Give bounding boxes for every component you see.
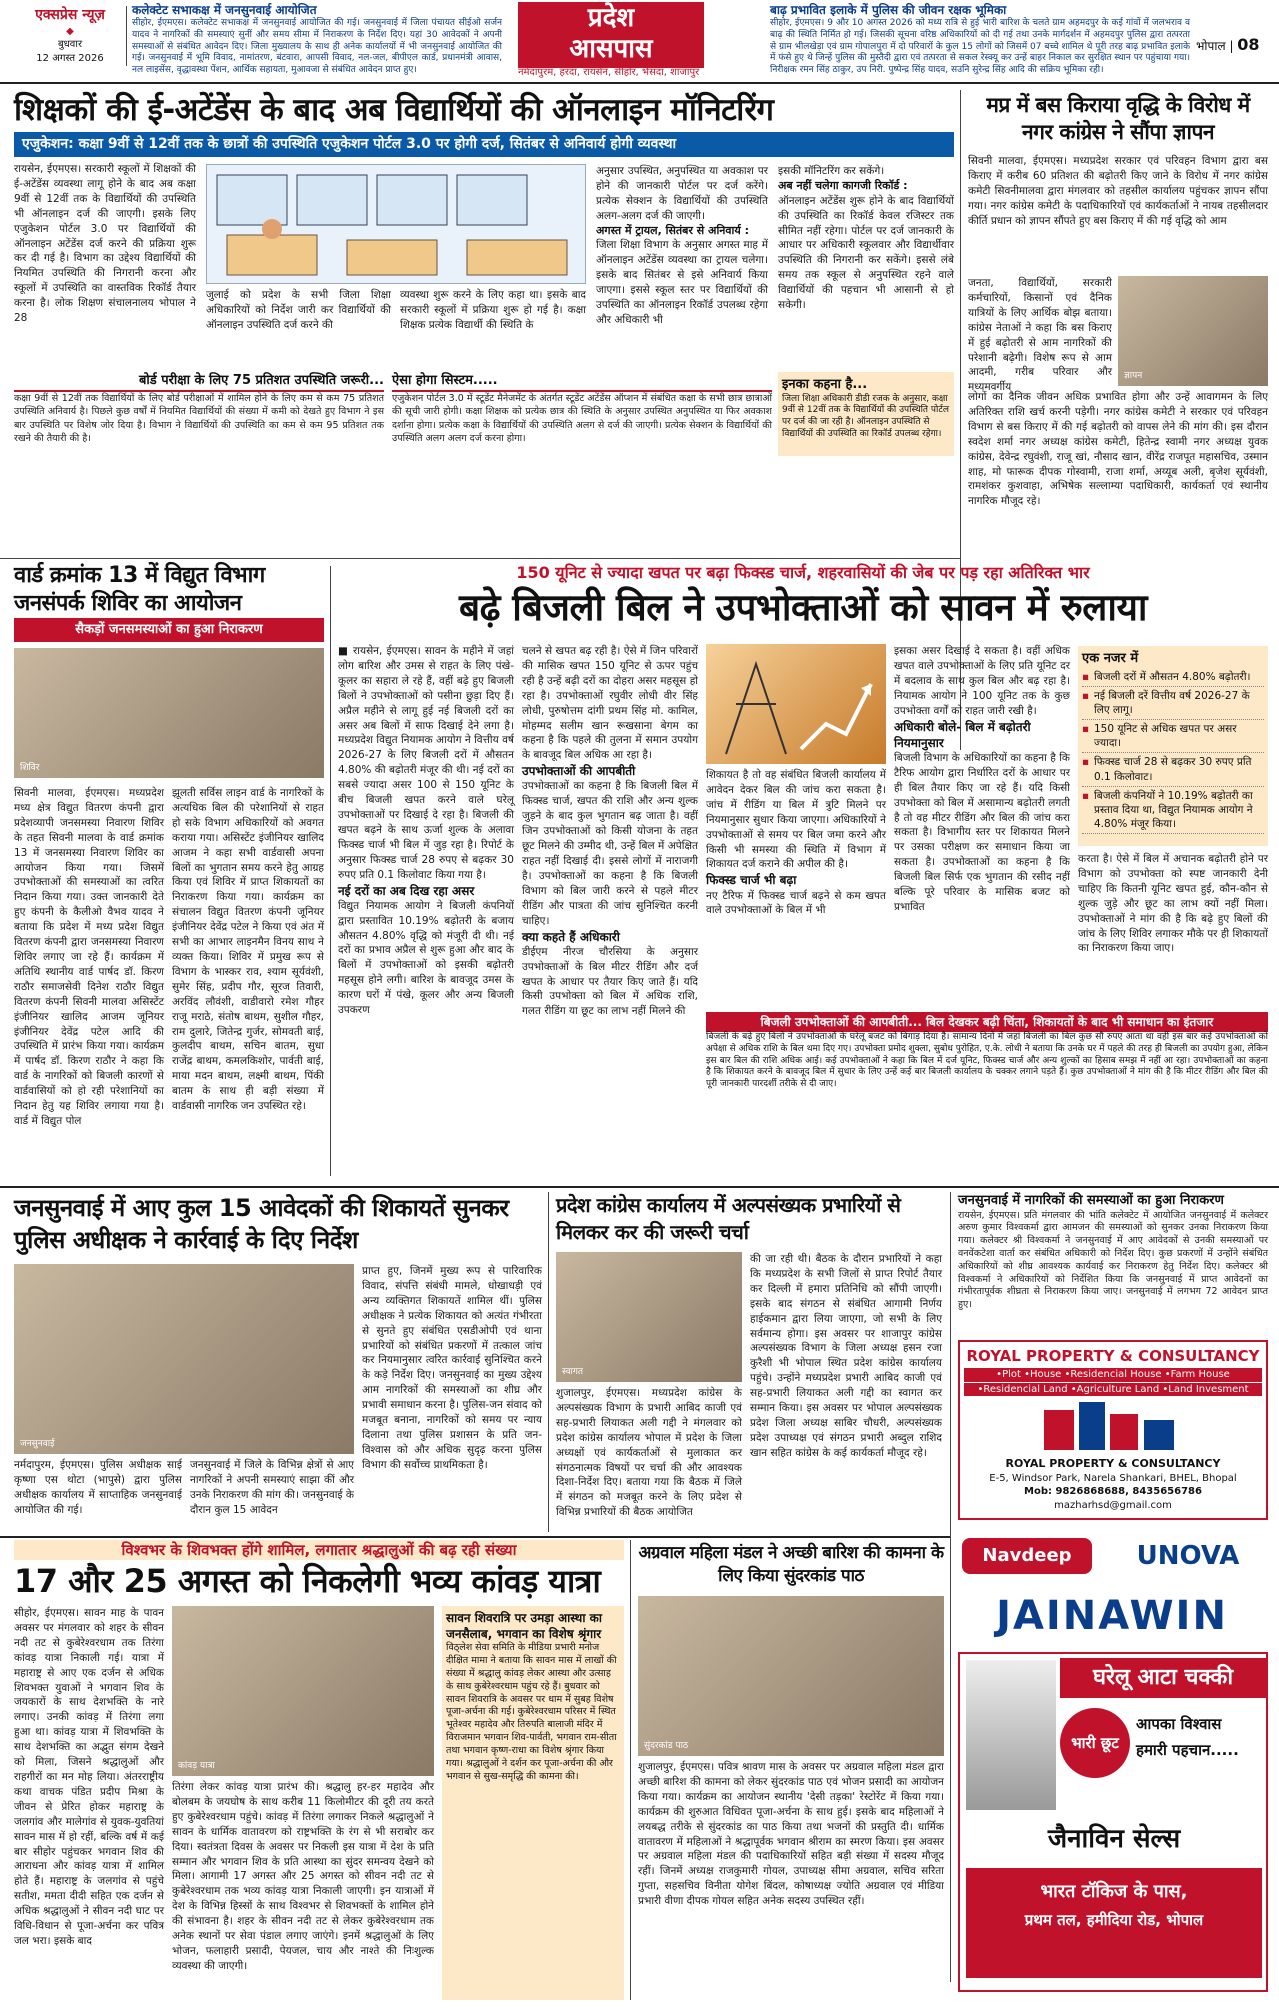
logo-dot-icon: ◆ (66, 25, 74, 37)
lead-story (14, 90, 954, 530)
chakki-address-1: भारत टॉकिज के पास, (1040, 1881, 1188, 1902)
public-hearing-right (958, 1192, 1268, 1332)
lead-col4 (778, 164, 954, 364)
bus-headline: मप्र में बस किराया वृद्धि के विरोध में नगर कांग्रेस ने सौंपा ज्ञापन (986, 93, 1250, 144)
unova-label: UNOVA (1136, 1541, 1240, 1571)
jainawin-logo (962, 1588, 1262, 1644)
glance-item: ▪ फिक्स्ड चार्ज 28 से बढ़कर 30 रुपए प्रति 0.1 किलोवाट। (1082, 753, 1264, 786)
power-col4 (894, 644, 1070, 1064)
kanwar-kicker: विश्वभर के शिवभक्त होंगे शामिल, लगातार श्रद्धालुओं की बढ़ रही संख्या (14, 1540, 624, 1560)
page-no: 08 (1237, 35, 1260, 54)
ward-strip: सैकड़ों जनसमस्याओं का हुआ निराकरण (14, 618, 324, 642)
property-ad-line1: •Plot •House •Residencial House •Farm House (964, 1368, 1262, 1382)
top-right-title: बाढ़ प्रभावित इलाके में पुलिस की जीवन रक्षक भूमिका (770, 3, 1007, 17)
power-strip-title: बिजली उपभोक्ताओं की आपबीती... बिल देखकर बढ़ी चिंता, शिकायतों के बाद भी समाधान का इंतजार (706, 1012, 1268, 1032)
property-ad (958, 1340, 1268, 1520)
power-col2c-text: डीईएम नीरज चौरसिया के अनुसार उपभोक्ताओं के बिल मीटर रीडिंग और दर्ज खपत के आधार पर तैयार किए जाते हैं। यदि किसी उपभोक्ता को बिल में अधिक राशि, गलत रीडिंग या छूट का लाभ नहीं मिलने की (522, 945, 698, 1018)
kanwar-side-box (442, 1606, 624, 2000)
power-col4-text: इसका असर दिखाई दे सकता है। वहीं अधिक खपत वाले उपभोक्ताओं के लिए प्रति यूनिट दर में बदलाव के साथ कुल बिल और बढ़ रहा है। नियामक आयोग ने 100 यूनिट तक के कुछ उपभोक्ता वर्गों को राहत जारी रखी है। (894, 645, 1070, 717)
lead-col2a: जुलाई को प्रदेश के सभी जिला शिक्षा अधिकारियों को निर्देश जारी कर विद्यार्थियों की ऑनलाइन उपस्थिति दर्ज करने की (206, 289, 391, 331)
chakki-product-image (966, 1660, 1056, 1810)
power-photo (706, 644, 886, 764)
power-col2-sub2: क्या कहते हैं अधिकारी (522, 929, 620, 944)
bus-body2: जनता, विद्यार्थियों, सरकारी कर्मचारियों, किसानों एवं दैनिक यात्रियों के लिए आर्थिक बोझ बताया। कांग्रेस नेताओं ने कहा कि बस किराए में हुई बढ़ोतरी से आम नागरिकों की परेशानी बढ़ेगी। विशेष रूप से आम आदमी, गरीब परिवार और मध्यमवर्गीय (968, 277, 1112, 394)
lead-col2b: व्यवस्था शुरू करने के लिए कहा था। इसके बाद सरकारी स्कूलों में प्रक्रिया शुरू हो गई है। कक्षा शिक्षक प्रत्येक विद्यार्थी की स्थिति के (400, 289, 586, 331)
power-col4b-text: बिजली विभाग के अधिकारियों का कहना है कि टैरिफ आयोग द्वारा निर्धारित दरों के आधार पर ही बिल तैयार किए जा रहे हैं। यदि किसी उपभोक्ता को बिल में असामान्य बढ़ोतरी लगती है तो वह मीटर रीडिंग और बिल की जांच करा सकता है। विभागीय स्तर पर शिकायत मिलने पर उसका परीक्षण कर समाधान किया जा सकता है। उपभोक्ताओं का कहना है कि बिजली बिल सिर्फ एक भुगतान की रसीद नहीं बल्कि पूरे परिवार के मासिक बजट को प्रभावित (894, 751, 1070, 913)
power-col3-sub: फिक्स्ड चार्ज भी बढ़ा (706, 873, 797, 888)
property-ad-line2: •Residencial Land •Agriculture Land •Land Invesment (964, 1383, 1262, 1397)
kanwar-photo: कांवड़ यात्रा (172, 1606, 434, 1776)
hearing-news (14, 1192, 542, 1532)
kanwar-news (14, 1540, 624, 2000)
congress-col1: शुजालपुर, ईएमएस। मध्यप्रदेश कांग्रेस के अल्पसंख्यक विभाग के प्रभारी आबिद काजी एवं सह-प्रभारी लियाकत अली गद्दी ने मंगलवार को प्रदेश कांग्रेस कार्यालय भोपाल में प्रदेश के जिला अध्यक्षों एवं कार्यकर्ताओं से मुलाकात कर संगठनात्मक विषयों पर चर्चा की और आवश्यक दिशा-निर्देश दिए। बताया गया कि बैठक में जिले में संगठन को मजबूत करने के लिए प्रदेश से विभिन्न प्रभारियों की बैठक आयोजित (556, 1387, 742, 1519)
lead-col4b-text: ऑनलाइन अटेंडेंस शुरू होने के बाद विद्यार्थियों की उपस्थिति का रिकॉर्ड केवल रजिस्टर तक सीमित नहीं रहेगा। पोर्टल पर दर्ज जानकारी के आधार पर अधिकारी स्कूलवार और विद्यार्थीवार उपस्थिति की निगरानी कर सकेंगे। इससे लंबे समय तक स्कूल से अनुपस्थित रहने वाले विद्यार्थियों की पहचान भी आसानी से हो सकेगी। (778, 194, 954, 312)
agrawal-headline: अग्रवाल महिला मंडल ने अच्छी बारिश की कामना के लिए किया सुंदरकांड पाठ (638, 1543, 944, 1586)
top-right-body: सीहोर, ईएमएस। 9 और 10 अगस्त 2026 को मध्य रात्रि से हुई भारी बारिश के चलते ग्राम अहमदपुर के कई गांवों में जलभराव व बाढ़ की स्थिति निर्मित हो गई। जिसकी सूचना वरिष्ठ अधिकारियों को दी गई तथा उनके मार्गदर्शन में अहमदपुर पुलिस द्वारा तत्परता से ग्राम भीलखेड़ा एवं ग्राम गोपालपुरा में दो परिवारों के कुल 15 लोगों को जिसमें 07 बच्चे शामिल थे पूरी तरह बाढ़ प्रभावित इलाके में फंसे हुए थे जिन्हें पुलिस की मुस्तैदी द्वारा एवं तत्परता से सकल रेस्क्यू कर उन्हें बाहर निकाल कर सुरक्षित स्थान पर पहुंचाया गया। निरीक्षक रमन सिंह ठाकुर, उप निरी. पुष्पेन्द्र सिंह यादव, सउनि सुरेन्द्र सिंह आदि की सक्रिय भूमिका रही। (770, 18, 1190, 75)
lead-col3-text: अनुसार उपस्थित, अनुपस्थित या अवकाश पर होने की जानकारी पोर्टल पर दर्ज करेंगे। प्रत्येक सेक्शन के विद्यार्थियों की उपस्थिति अलग-अलग दर्ज की जाएगी। (596, 165, 768, 222)
hearing-headline: जनसुनवाई में आए कुल 15 आवेदकों की शिकायतें सुनकर पुलिस अधीक्षक ने कार्रवाई के दिए निर्देश (14, 1194, 509, 1254)
section-title-box (518, 2, 704, 68)
page-number: भोपाल | 08 (1196, 35, 1260, 54)
brand-ads (958, 1528, 1268, 1648)
city-label: भोपाल (1196, 39, 1226, 53)
chakki-ad (958, 1652, 1268, 1992)
paper-name: एक्सप्रेस न्यूज़ (35, 7, 105, 23)
chakki-brand: जैनाविन सेल्स (1047, 1824, 1181, 1854)
chakki-tagline-2: हमारी पहचान..... (1136, 1741, 1239, 1759)
power-col3-text: शिकायत है तो वह संबंधित बिजली कार्यालय में आवेदन देकर बिल की जांच करा सकता है। जांच में रीडिंग या बिल में त्रुटि मिलने पर नियमानुसार सुधार किया जाएगा। अधिकारियों ने उपभोक्ताओं से समय पर बिल जमा करने और किसी भी समस्या की स्थिति में विभाग में शिकायत दर्ज कराने की अपील की है। (706, 769, 886, 871)
power-col3b-text: नए टैरिफ में फिक्स्ड चार्ज बढ़ने से कम खपत वाले उपभोक्ताओं के बिल में भी (706, 889, 886, 917)
agrawal-news (638, 1542, 944, 2000)
section-title-bottom: आसपास (569, 34, 653, 64)
lead-subheadline: एजुकेशन: कक्षा 9वीं से 12वीं तक के छात्रों की उपस्थिति एजुकेशन पोर्टल 3.0 पर होगी दर्ज, सितंबर से अनिवार्य होगी व्यवस्था (14, 132, 954, 157)
lead-illustration (206, 164, 586, 284)
section-title-top: प्रदेश (587, 3, 635, 33)
lead-col4-sub: अब नहीं चलेगा कागजी रिकॉर्ड : (778, 178, 908, 192)
top-left-body: सीहोर, ईएमएस। कलेक्टेट सभाकक्ष में जनसुनवाई आयोजित की गई। जनसुनवाई में जिला पंचायत सीईओ सर्जन यादव ने नागरिकों की समस्याएं सुनीं और समय सीमा में निराकरण के निर्देश दिए। यहां 30 आवेदकों ने अपनी समस्याओं से संबंधित आवेदन दिए। जिला मुख्यालय के साथ ही अनेक कार्यालयों में भी जनसुनवाई आयोजित की गई। जनसुनवाई में भूमि विवाद, नामांतरण, बंटवारा, आपसी विवाद, नल-जल, बीपीएल कार्ड, प्रधानमंत्री आवास, नल लाइसेंस, वृद्धावस्था पेंशन, आर्थिक सहायता, मुआवजा से संबंधित आवेदन प्राप्त हुए। (132, 18, 502, 75)
system-body: एजुकेशन पोर्टल 3.0 में स्टूडेंट मैनेजमेंट के अंतर्गत स्टूडेंट अटेंडेंस ऑप्शन में संबंधित कक्षा के सभी छात्र छात्राओं की सूची जारी होगी। कक्षा शिक्षक को प्रत्येक छात्र की स्थिति के अनुसार उपस्थित अनुपस्थित या फिर अवकाश दर्शाना होगा। प्रत्येक कक्षा के विद्यार्थियों की उपस्थिति अलग से दर्ज की जाएगी। प्रत्येक सेक्शन के विद्यार्थियों की उपस्थिति अलग अलग दर्ज करना होगा। (392, 392, 772, 444)
ward-headline-2: जनसंपर्क शिविर का आयोजन (14, 591, 242, 616)
lead-col3 (596, 164, 768, 364)
lead-col3b-text: जिला शिक्षा विभाग के अनुसार अगस्त माह में ऑनलाइन अटेंडेंस व्यवस्था का ट्रायल चलेगा। इसके बाद सितंबर से इसे अनिवार्य किया जाएगा। इससे स्कूल स्तर पर विद्यार्थियों की उपस्थिति का ऑनलाइन रिकॉर्ड उपलब्ध रहेगा और अधिकारी भी (596, 239, 768, 326)
bus-body3: लोगों का दैनिक जीवन अधिक प्रभावित होगा और उन्हें आवागमन के लिए अतिरिक्त राशि खर्च करनी पड़ेगी। नगर कांग्रेस कमेटी ने सरकार एवं परिवहन विभाग से बस किराए में की गई बढ़ोतरी को वापस लेने की मांग की। इस दौरान स्वदेश शर्मा नगर अध्यक्ष कांग्रेस कमेटी, हितेन्द्र स्वामी नगर अध्यक्ष युवक कांग्रेस, देवेन्द्र रघुवंशी, राजू खां, नौसाद खान, वीरेंद्र राजपूत महासचिव, उस्मान शाह, मो फारूक दीपक गोस्वामी, राजा शर्मा, अय्यूब अली, बृजेश सूर्यवंशी, रामशंकर कुशवाहा, अभिषेक सल्लाम्या पदाधिकारी, कार्यकर्ता एवं स्थानीय नागरिक मौजूद रहे। (968, 391, 1268, 508)
date-label: 12 अगस्त 2026 (36, 52, 104, 64)
bus-photo: ज्ञापन (1118, 276, 1268, 386)
power-col5: करता है। ऐसे में बिल में अचानक बढ़ोतरी होने पर विभाग को उपभोक्ता को स्पष्ट जानकारी देनी चाहिए कि कितनी यूनिट खपत हुई, कौन-कौन से शुल्क जुड़े और छूट का लाभ क्यों नहीं मिला। उपभोक्ताओं ने मांग की है कि बढ़े हुए बिलों की जांच के लिए शिविर लगाकर मौके पर ही शिकायतों का निराकरण किया जाए। (1078, 853, 1268, 955)
kanwar-col1: सीहोर, ईएमएस। सावन माह के पावन अवसर पर मंगलवार को शहर के सीवन नदी तट से कुबेरेश्वरधाम तक तिरंगा कांवड़ यात्रा निकाली गई। यात्रा में महाराष्ट्र से आए एक दर्जन से अधिक शिवभक्त युवाओं ने भगवान शिव के जयकारों के साथ देशभक्ति के नारे लगाए। उनकी कांवड़ में तिरंगा लगा हुआ था। कांवड़ यात्रा में शिवभक्ति के साथ देशभक्ति का अद्भुत संगम देखने को मिला, जिसने श्रद्धालुओं और राहगीरों का मन मोह लिया। अंतरराष्ट्रीय कथा वाचक पंडित प्रदीप मिश्रा के जीवन से प्रेरित होकर महाराष्ट्र के जलगांव और मालेगांव से युवक-युवतियां सावन मास में हो रहीं, बल्कि वर्ष में कई बार सीहोर पहुंचकर भगवान शिव की आराधना और कांवड़ यात्रा में शामिल होते हैं। महाराष्ट्र के जलगांव से पहुंचे सतीश, ममता दीदी सहित एक दर्जन से अधिक श्रद्धालुओं ने सीवन नदी घाट पर विधि-विधान से पूजा-अर्चना कर पवित्र जल भरा। इसके बाद (14, 1607, 164, 1947)
ward-headline-1: वार्ड क्रमांक 13 में विद्युत विभाग (14, 563, 265, 588)
quote-title: इनका कहना है... (782, 377, 868, 392)
power-col1b-text: विद्युत नियामक आयोग ने बिजली कंपनियों द्वारा प्रस्तावित 10.19% बढ़ोतरी के बजाय औसतन 4.80% वृद्धि को मंजूरी दी थी। नई दरों का प्रभाव अप्रैल से शुरू हुआ और बाद के बिलों में उपभोक्ताओं को इसकी बढ़ोतरी महसूस होने लगी। बारिश के बावजूद उमस के कारण घरों में पंखे, कूलर और अन्य बिजली उपकरण (338, 899, 514, 1017)
kanwar-side-body: विठ्लेश सेवा समिति के मीडिया प्रभारी मनोज दीक्षित मामा ने बताया कि सावन मास में लाखों की संख्या में श्रद्धालु कांवड़ लेकर आस्था और उत्साह के साथ कुबेरेश्वरधाम पहुंच रहे हैं। बुधवार को सावन शिवरात्रि के अवसर पर धाम में सुबह विशेष पूजा-अर्चना की गई। कुबेरेश्वरधाम परिसर में स्थित भूतेश्वर महादेव और तिरुपति बालाजी मंदिर में विराजमान भगवान शिव-पार्वती, भगवान राम-सीता तथा भगवान कृष्ण-राधा का विशेष श्रृंगार किया गया। श्रद्धालुओं ने दर्शन कर पूजा-अर्चना की और भगवान से सुख-समृद्धि की कामना की। (446, 1642, 617, 1782)
hearing-col2: जनसुनवाई में जिले के विभिन्न क्षेत्रों से आए नागरिकों ने अपनी समस्याएं साझा कीं और उनके निराकरण की मांग की। जनसुनवाई के दौरान कुल 15 आवेदन (190, 1459, 354, 1516)
public-hearing-headline: जनसुनवाई में नागरिकों की समस्याओं का हुआ निराकरण (958, 1193, 1224, 1208)
day-label: बुधवार (57, 39, 83, 51)
property-ad-email: mazharhsd@gmail.com (1054, 1499, 1172, 1511)
power-col2-text: चलने से खपत बढ़ रही है। ऐसे में जिन परिवारों की मासिक खपत 150 यूनिट से ऊपर पहुंच रही है उन्हें बढ़ी दरों का दोहरा असर महसूस हो रहा है। उपभोक्ताओं रघुवीर लोधी वीर सिंह लोधी, पुरुषोत्तम दांगी प्रथम सिंह मो. कामिल, मोहम्मद सलीम खान रूखसाना बेगम का कहना है कि पहले की तुलना में समान उपयोग के बावजूद बिल अधिक आ रहा है। (522, 645, 698, 762)
chakki-tagline-1: आपका विश्वास (1136, 1715, 1222, 1733)
congress-col2: की जा रही थी। बैठक के दौरान प्रभारियों ने कहा कि मध्यप्रदेश के सभी जिलों से प्राप्त रिपोर्ट तैयार कर दिल्ली में हमारा प्रतिनिधि को सौंपी जाएगी। इसके बाद संगठन से संबंधित आगामी निर्णय हाईकमान द्वारा लिया जाएगा, जो सभी के लिए सर्वमान्य होगा। इस अवसर पर शाजापुर कांग्रेस अल्पसंख्यक विभाग के जिला अध्यक्ष हसन रजा कुरैशी भी भोपाल स्थित प्रदेश कांग्रेस कार्यालय पहुंचे। उन्होंने मध्यप्रदेश प्रभारी आबिद काजी एवं सह-प्रभारी लियाकत अली गद्दी का स्वागत कर सम्मान किया। इस अवसर पर भोपाल अल्पसंख्यक प्रदेश जिला अध्यक्ष साबिर चौधरी, अल्पसंख्यक प्रदेश उपाध्यक्ष एवं संगठन प्रभारी अब्दुल राशिद खान सहित कांग्रेस के कई कार्यकर्ता मौजूद रहे। (750, 1253, 942, 1459)
lead-col4-text: इसकी मॉनिटरिंग कर सकेंगे। (778, 165, 885, 177)
top-right-news (770, 2, 1190, 75)
property-ad-name: ROYAL PROPERTY & CONSULTANCY (1005, 1457, 1221, 1471)
property-ad-title: ROYAL PROPERTY & CONSULTANCY (966, 1347, 1260, 1365)
agrawal-body: शुजालपुर, ईएमएस। पवित्र श्रावण मास के अवसर पर अग्रवाल महिला मंडल द्वारा अच्छी बारिश की कामना को लेकर सुंदरकांड पाठ एवं भोजन प्रसादी का आयोजन किया गया। कार्यक्रम का आयोजन स्थानीय 'देसी तड़का' रेस्टोरेंट में किया गया। कार्यक्रम की शुरुआत विधिवत पूजा-अर्चना के साथ हुई। इसके बाद महिलाओं ने लयबद्ध तरीके से सुंदरकांड का पाठ किया तथा भजनों की प्रस्तुति दी। धार्मिक वातावरण में महिलाओं ने श्रद्धापूर्वक भगवान श्रीराम का स्मरण किया। इस अवसर पर अग्रवाल महिला मंडल की पदाधिकारियों सहित बड़ी संख्या में सदस्य मौजूद रहीं। जिनमें अध्यक्ष राजकुमारी गोयल, उपाध्यक्ष सीमा अग्रवाल, सचिव सरिता गुप्ता, सहसचिव विनीता योगेश बिंदल, कोषाध्यक्ष ज्योति अग्रवाल एवं मीडिया प्रभारी वीणा दीपक गोयल सहित अनेक सदस्य उपस्थित रहीं। (638, 1761, 944, 1908)
power-kicker: 150 यूनिट से ज्यादा खपत पर बढ़ा फिक्स्ड चार्ज, शहरवासियों की जेब पर पड़ रहा अतिरिक्त भार (516, 563, 1090, 582)
ward-news (14, 562, 324, 1182)
power-col2-sub: उपभोक्ताओं की आपबीती (522, 764, 636, 779)
public-hearing-body: रायसेन, ईएमएस। प्रति मंगलवार की भांति कलेक्टेट में आयोजित जनसुनवाई में कलेक्टर अरुण कुमार विश्वकर्मा द्वारा आमजन की समस्याओं को सुनकर उनका निराकरण किया गया। कलेक्टर श्री विश्वकर्मा ने जनसुनवाई में आए आवेदकों से उनकी समस्याओं पर वनवेंकटेशा वार्ता कर संबंधित अधिकारी को निर्देश दिए। कुछ प्रकरणों में उन्होंने संबंधित अधिकारियों को शीघ्र आवश्यक कार्यवाई कर निराकरण हेतु निर्देश दिए। कलेक्टर श्री विश्वकर्मा ने अधिकारियों को निर्देशित किया कि जनसुनवाई में प्राप्त आवेदनों का गंभीरतापूर्वक शीघ्रता से निराकरण किया जाए। जनसुनवाई में लगभग 72 आवेदन प्राप्त हुए। (958, 1209, 1268, 1311)
quote-body: जिला शिक्षा अधिकारी डीडी रजक के अनुसार, कक्षा 9वीं से 12वीं तक के विद्यार्थियों की उपस्थिति पोर्टल पर दर्ज की जा रही है। ऑनलाइन उपस्थिति से विद्यार्थियों की उपस्थिति का रिकॉर्ड उपलब्ध रहेगा। (782, 393, 949, 439)
chakki-address-box (966, 1868, 1262, 1978)
lead-col3-sub: अगस्त में ट्रायल, सितंबर से अनिवार्य : (596, 223, 749, 237)
system-title: ऐसा होगा सिस्टम..... (392, 372, 772, 392)
congress-photo: स्वागत (556, 1252, 742, 1382)
ward-col1: सिवनी मालवा, ईएमएस। मध्यप्रदेश मध्य क्षेत्र विद्युत वितरण कंपनी द्वारा प्रदेशव्यापी जनसमस्या निवारण शिविर के तहत सिवनी मालवा के वार्ड क्रमांक 13 में जनसमस्या निवारण शिविर का आयोजन किया गया। जिसमें उपभोक्ताओं की समस्याओं का त्वरित निदान किया गया। उक्त जानकारी देते हुए कंपनी के कैलीओ वैभव यादव ने बताया कि प्रदेश में मध्य प्रदेश विद्युत वितरण कंपनी द्वारा जनसमस्या निवारण शिविर लगाए जा रहे हैं। कार्यक्रम में अतिथि स्थानीय वार्ड पार्षद डॉ. किरण राठौर समाजसेवी दिनेश राठौर विद्युत वितरण कंपनी सिवनी मालवा असिस्टेंट इंजीनियर खालिद आजम जूनियर इंजीनियर देवेंद्र पटेल आदि की उपस्थिति में प्रारंभ किया गया। कार्यक्रम में पार्षद डॉ. किरण राठौर ने कहा कि वार्ड के नागरिकों को बिजली कारणों से वार्डवासियों को हो रही परेशानियों का निदान हेतु यह शिविर लगाया गया है। वार्ड में विद्युत पोल (14, 787, 164, 1127)
board-body: कक्षा 9वीं से 12वीं तक विद्यार्थियों के लिए बोर्ड परीक्षाओं में शामिल होने के लिए कम से कम 75 प्रतिशत उपस्थिति अनिवार्य है। पिछले कुछ वर्षों में नियमित विद्यार्थियों की संख्या में कमी को देखते हुए विभाग ने इस बार उपस्थिति पर विशेष जोर दिया है। विभाग ने विद्यार्थियों की उपस्थिति का कम से कम 95 प्रतिशत तक रखने की तैयारी की है। (14, 392, 384, 444)
hearing-col1: नर्मदापुरम, ईएमएस। पुलिस अधीक्षक साई कृष्णा एस थोटा (भापुसे) द्वारा पुलिस अधीक्षक कार्यालय में साप्ताहिक जनसुनवाई आयोजित की गई। (14, 1459, 182, 1516)
system-box (392, 372, 772, 450)
congress-headline: प्रदेश कांग्रेस कार्यालय में अल्पसंख्यक प्रभारियों से मिलकर कर की जरूरी चर्चा (556, 1193, 901, 1244)
property-ad-address: E-5, Windsor Park, Narela Shankari, BHEL, Bhopal (989, 1472, 1237, 1484)
power-tower-illustration (706, 644, 886, 764)
chakki-address-2: प्रथम तल, हमीदिया रोड, भोपाल (1024, 1911, 1204, 1930)
unova-logo (1118, 1538, 1258, 1574)
ward-photo: शिविर (14, 648, 324, 778)
districts-label: नर्मदापुरम, हरदा, रायसेन, सीहोर, भैसदा, शाजापुर (518, 67, 700, 78)
glance-list (1082, 668, 1264, 835)
power-headline: बढ़े बिजली बिल ने उपभोक्ताओं को सावन में रुलाया (458, 585, 1148, 629)
power-col1-text: ■ रायसेन, ईएमएस। सावन के महीने में जहां लोग बारिश और उमस से राहत के लिए पंखे-कूलर का सहारा ले रहे हैं, वहीं बढ़े हुए बिजली बिलों ने उपभोक्ताओं को पसीना छुड़ा दिए हैं। अप्रैल महीने से लागू हुई नई बिजली दरों का असर अब बिलों में साफ दिखाई देने लगा है। मध्यप्रदेश विद्युत नियामक आयोग ने वित्तीय वर्ष 2026-27 के लिए बिजली दरों में औसतन 4.80% की बढ़ोतरी मंजूर की थी। नई दरों का सबसे ज्यादा असर 100 से 150 यूनिट के बीच बिजली खपत करने वाले घरेलू उपभोक्ताओं पर दिखाई दे रहा है। बिजली की खपत बढ़ने के साथ ऊर्जा शुल्क के अलावा फिक्स्ड चार्ज भी बिल में जुड़ रहा है। रिपोर्ट के अनुसार फिक्स्ड चार्ज 28 रुपए से बढ़कर 30 रुपए प्रति 0.1 किलोवाट किया गया है। (338, 645, 514, 881)
quote-box (778, 372, 954, 456)
kanwar-col2: तिरंगा लेकर कांवड़ यात्रा प्रारंभ की। श्रद्धालु हर-हर महादेव और बोलबम के जयघोष के साथ करीब 11 किलोमीटर की दूरी तय करते हुए कुबेरेश्वरधाम पहुंचे। कांवड़ में तिरंगा लगाकर निकले श्रद्धालुओं ने सावन के धार्मिक वातावरण को राष्ट्रभक्ति के रंग से भी सराबोर कर दिया। स्वतंत्रता दिवस के अवसर पर निकली इस यात्रा में देश के प्रति सम्मान और भगवान शिव के प्रति आस्था का सुंदर समन्वय देखने को मिला। आगामी 17 अगस्त और 25 अगस्त को सीवन नदी तट से कुबेरेश्वरधाम तक भव्य कांवड़ यात्रा निकाली जाएगी। इन यात्राओं में देश के विभिन्न हिस्सों के साथ विश्वभर से शिवभक्तों के शामिल होने की संभावना है। शहर के सीवन नदी तट से लेकर कुबेरेश्वरधाम तक अनेक स्थानों पर सेवा पंडाल लगाए जाएंगे। इनमें श्रद्धालुओं के लिए भोजन, फलाहारी प्रसादी, पेयजल, चाय और नाश्ते की निःशुल्क व्यवस्था की जाएगी। (172, 1781, 434, 1972)
glance-item: ▪ नई बिजली दरें वित्तीय वर्ष 2026-27 के लिए लागू। (1082, 687, 1264, 720)
top-left-title: कलेक्टेट सभाकक्ष में जनसुनवाई आयोजित (132, 3, 317, 17)
power-news (338, 562, 1268, 1182)
ward-col2: झूलती सर्विस लाइन वार्ड के नागरिकों के अत्यधिक बिल की परेशानियों से राहत हो सके विभाग अधिकारियों को अवगत कराया गया। असिस्टेंट इंजीनियर खालिद आजम ने कहा सभी वार्डवासी अपना बिलों का भुगतान समय करने हेतु आग्रह किया एवं शिविर में प्राप्त शिकायतों का निराकरण किया गया। कार्यक्रम का संचालन विद्युत वितरण कंपनी जूनियर इंजीनियर देवेंद्र पटेल ने किया एवं अंत में सभी का आभार लाइनमैन विनय साथ ने व्यक्त किया। शिविर में प्रमुख रूप से विभाग के भास्कर राव, श्याम सूर्यवंशी, सुमेर सिंह, प्रदीप गौर, सूरज तिवारी, अरविंद लौवंशी, वाडीवारो रमेश गौहर राजू मराठे, संतोष बाथम, सुशील गौहर, राम दुलारे, जितेन्द्र गुर्जर, सोमवती बाई, कुलदीप बाथम, सचिन बातम, सुधा राजेंद्र बाथम, कमलकिशोर, पार्वती बाई, माया मदन बाथम, लक्ष्मी बाथम, पिंकी बातम के साथ ही बड़ी संख्या में वार्डवासी नागरिक जन उपस्थित रहे। (172, 787, 324, 1113)
paper-logo (20, 6, 120, 62)
congress-news (556, 1192, 942, 1532)
kanwar-side-title: सावन शिवरात्रि पर उमड़ा आस्था का जनसैलाब, भगवान का विशेष श्रृंगार (446, 1611, 602, 1642)
board-title: बोर्ड परीक्षा के लिए 75 प्रतिशत उपस्थिति जरूरी... (14, 372, 384, 392)
power-col2b-text: उपभोक्ताओं का कहना है कि बिजली बिल में फिक्स्ड चार्ज, खपत की राशि और अन्य शुल्क जुड़ने के बाद कुल भुगतान बढ़ जाता है। वहीं जिन उपभोक्ताओं को किसी योजना के तहत छूट मिलने की उम्मीद थी, उन्हें बिल में अपेक्षित राहत नहीं दिखाई दी। इससे लोगों में नाराजगी है। उपभोक्ताओं का कहना है कि बिजली विभाग को बिल जारी करने से पहले मीटर रीडिंग और पात्रता की जांच सुनिश्चित करनी चाहिए। (522, 780, 698, 927)
buildings-icon (964, 1400, 1264, 1452)
power-strip-body: बिजली के बढ़े हुए बिलों ने उपभोक्ताओं के घरेलू बजट को बिगाड़ दिया है। सामान्य दिनों में जहां बिजली का बिल कुछ सौ रुपए आता था वहीं इस बार कई उपभोक्ताओं को अपेक्षा से अधिक राशि के बिल थमा दिए गए। उपभोक्ता प्रमोद शुक्ला, सुबोध पुरोहित, ए.के. लोधी ने बताया कि उनके घर में पहले की तरह ही बिजली का उपयोग हुआ, लेकिन इस बार बिल की राशि अधिक आई। कई उपभोक्ताओं ने कहा कि बिल में दर्ज यूनिट, फिक्स्ड चार्ज और अन्य शुल्कों का हिसाब समझ में नहीं आ रहा। उपभोक्ताओं का कहना है कि शिकायत करने के बावजूद बिल में सुधार के लिए उन्हें कई बार बिजली कार्यालय के चक्कर लगाने पड़ते हैं। कुछ उपभोक्ताओं ने मांग की है कि मीटर रीडिंग और बिल की पूरी जानकारी पारदर्शी तरीके से दी जाए। (706, 1032, 1268, 1089)
power-col2 (522, 644, 698, 1064)
glance-item: ▪ बिजली कंपनियों ने 10.19% बढ़ोतरी का प्रस्ताव दिया था, विद्युत नियामक आयोग ने 4.80% मंजूर किया। (1082, 787, 1264, 835)
hearing-photo: जनसुनवाई (14, 1264, 354, 1454)
agrawal-photo: सुंदरकांड पाठ (638, 1596, 944, 1756)
glance-item: ▪ 150 यूनिट से अधिक खपत पर असर ज्यादा। (1082, 720, 1264, 753)
top-left-news (132, 2, 502, 75)
power-col4-sub: अधिकारी बोले- बिल में बढ़ोतरी नियमानुसार (894, 719, 1031, 750)
board-box (14, 372, 384, 450)
glance-box (1078, 646, 1268, 846)
districts-strip (518, 66, 938, 80)
chakki-title: घरेलू आटा चक्की (1060, 1658, 1266, 1698)
classroom-illustration (207, 165, 587, 285)
chakki-badge: भारी छूट (1060, 1708, 1130, 1778)
bus-body1: सिवनी मालवा, ईएमएस। मध्यप्रदेश सरकार एवं परिवहन विभाग द्वारा बस किराए में करीब 60 प्रतिशत की बढ़ोतरी किए जाने के विरोध में नगर कांग्रेस कमेटी सिवनीमालवा द्वारा मंगलवार को तहसील कार्यालय पहुंचकर ज्ञापन सौंपा गया। नगर कांग्रेस कमेटी के पदाधिकारियों एवं कार्यकर्ताओं ने नायब तहसीलदार कीर्ति प्रधान को ज्ञापन सौंपते हुए बस किराए में की गई वृद्धि को आम (968, 155, 1268, 227)
lead-col1: रायसेन, ईएमएस। सरकारी स्कूलों में शिक्षकों की ई-अटेंडेंस व्यवस्था लागू होने के बाद अब कक्षा 9वीं से 12वीं तक के विद्यार्थियों की उपस्थिति भी ऑनलाइन दर्ज की जाएगी। इसके लिए एजुकेशन पोर्टल 3.0 पर विद्यार्थियों की ऑनलाइन अटेंडेंस दर्ज करने की प्रक्रिया शुरू कर दी गई है। विभाग का उद्देश्य विद्यार्थियों की नियमित उपस्थिति की निगरानी करना और स्कूलों में उपस्थिति का वास्तविक रिकॉर्ड तैयार करना है। लोक शिक्षण संचालनालय भोपाल ने 28 (14, 163, 196, 325)
kanwar-headline: 17 और 25 अगस्त को निकलेगी भव्य कांवड़ यात्रा (14, 1562, 601, 1601)
property-ad-mobile: Mob: 9826868688, 8435656786 (1024, 1486, 1202, 1498)
glance-item: ▪ बिजली दरों में औसतन 4.80% बढ़ोतरी। (1082, 668, 1264, 687)
power-strip (706, 1012, 1268, 1132)
hearing-col3: प्राप्त हुए, जिनमें मुख्य रूप से पारिवारिक विवाद, संपत्ति संबंधी मामले, धोखाधड़ी एवं अन्य व्यक्तिगत शिकायतें शामिल थीं। पुलिस अधीक्षक ने प्रत्येक शिकायत को अत्यंत गंभीरता से सुनते हुए संबंधित एसडीओपी एवं थाना प्रभारियों को संबंधित प्रकरणों में तत्काल जांच कर नियमानुसार त्वरित कार्रवाई सुनिश्चित करने के कड़े निर्देश दिए। जनसुनवाई का मुख्य उद्देश्य आम नागरिकों की समस्याओं का शीघ्र और प्रभावी समाधान करना है। पुलिस-जन संवाद को मजबूत बनाना, नागरिकों को समय पर न्याय दिलाना तथा पुलिस प्रशासन के प्रति जन-विश्वास को और अधिक सुदृढ़ करना पुलिस विभाग की सर्वोच्च प्राथमिकता है। (362, 1265, 542, 1471)
power-col1 (338, 644, 514, 1064)
navdeep-logo (962, 1538, 1092, 1574)
glance-title: एक नजर में (1082, 651, 1139, 666)
navdeep-label: Navdeep (982, 1545, 1072, 1566)
jainawin-label: JAINAWIN (996, 1593, 1228, 1639)
lead-headline: शिक्षकों की ई-अटेंडेंस के बाद अब विद्यार्थियों की ऑनलाइन मॉनिटरिंग (14, 92, 774, 128)
power-col1-sub: नई दरों का अब दिख रहा असर (338, 883, 475, 898)
